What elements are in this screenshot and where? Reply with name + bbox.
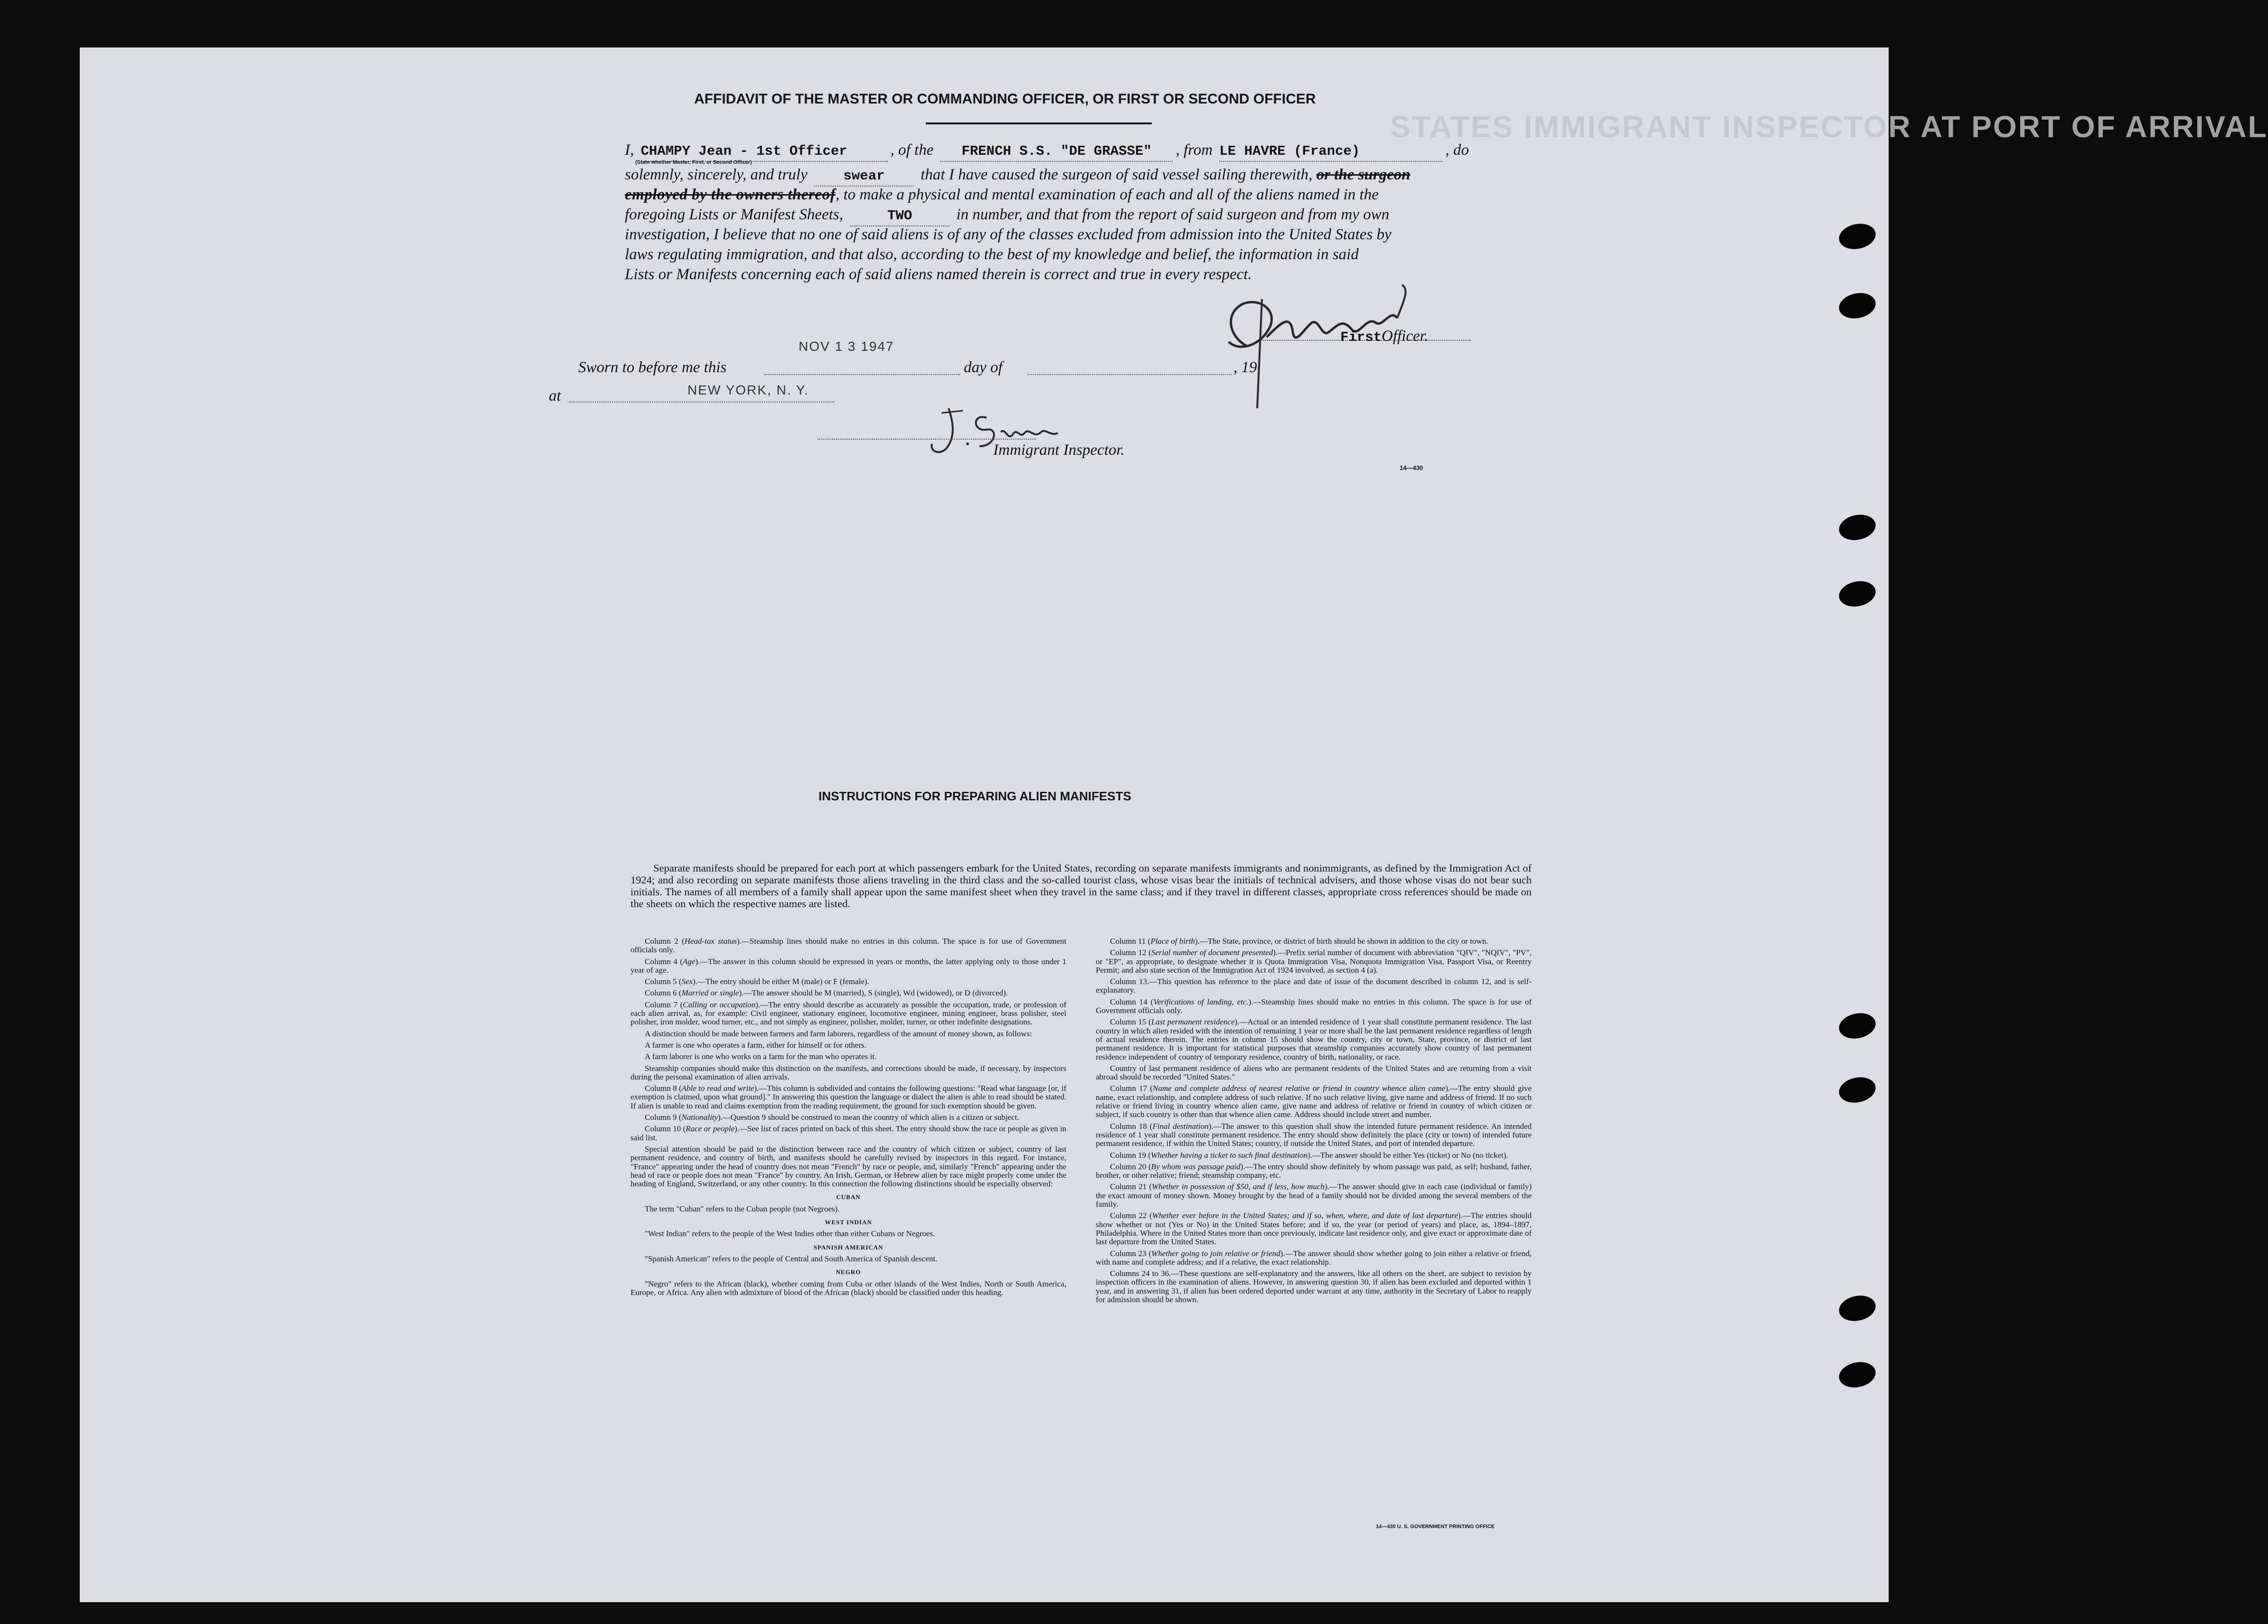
instruction-text: ).—Question 9 should be construed to mean the country of which alien is a citizen or subject.	[717, 1113, 1019, 1122]
punch-hole-icon	[1836, 511, 1878, 543]
punch-hole-icon	[1836, 1292, 1878, 1324]
section-heading: CUBAN	[836, 1193, 861, 1201]
instruction-paragraph	[1096, 1084, 1532, 1119]
affidavit-line-7: Lists or Manifests concerning each of said aliens named therein is correct and true in every respect.	[625, 266, 1252, 283]
instruction-topic: By whom was passage paid	[1151, 1162, 1241, 1171]
sworn-label: Sworn to before me this	[578, 359, 727, 376]
instruction-paragraph	[1096, 998, 1532, 1015]
title-rule	[926, 122, 1152, 124]
punch-hole-icon	[1836, 1074, 1878, 1106]
instruction-text: Steamship companies should make this distinction on the manifests, and corrections should be made, if necessary, by inspectors during the personal examination of alien arrivals.	[631, 1063, 1066, 1081]
port-field: LE HAVRE (France)	[1219, 142, 1442, 162]
instruction-paragraph	[631, 1230, 1066, 1238]
affidavit-line-4: foregoing Lists or Manifest Sheets, TWO in number, and that from the report of said surgeon and from my own	[625, 205, 1389, 226]
instruction-text: ).—The answer should be M (married), S (single), Wd (widowed), or D (divorced).	[739, 988, 1008, 998]
instruction-text: ).—The answer should show whether going to join either a relative or friend, with name and complete address; and if a relative, the exact relationship.	[1096, 1249, 1532, 1267]
bleed-through-header: STATES IMMIGRANT INSPECTOR AT PORT OF ARRIVAL	[1390, 110, 2268, 144]
rank-note: (State whether Master, First, or Second Officer)	[635, 160, 752, 165]
instruction-paragraph	[1096, 1163, 1532, 1180]
affidavit-line-2: solemnly, sincerely, and truly swear that I have caused the surgeon of said vessel sailing therewith, or the surgeon	[625, 165, 1411, 187]
instruction-topic: Whether in possession of $50, and if less, how much	[1152, 1182, 1325, 1192]
instruction-paragraph	[631, 958, 1066, 975]
instruction-text: A farm laborer is one who works on a farm for the man who operates it.	[645, 1052, 877, 1061]
instructions-intro: Separate manifests should be prepared for each port at which passengers embark for the United States, recording on separate manifests immigrants and nonimmigrants, as defined by the Immigration Act of 1924; and also recording on separate manifests those aliens traveling in the third class and the so-called tourist class, whose visas bear the initials of technical advisers, and those whose visas do not bear such initials. The names of all members of a family shall appear upon the same manifest sheet when they travel in the same class; and if they travel in different classes, appropriate cross references should be made on the sheets on which the respective names are listed.	[631, 862, 1532, 910]
inspector-label: Immigrant Inspector.	[993, 441, 1125, 459]
struck-text: employed by the owners thereof	[625, 186, 836, 203]
instruction-paragraph	[1096, 1064, 1532, 1082]
instruction-text: "Negro" refers to the African (black), whether coming from Cuba or other islands of the West Indies, North or South America, Europe, or Africa. Any alien with admixture of blood of the African (black) should be classified under this heading.	[631, 1279, 1066, 1297]
instruction-lead: Column 23 (	[1110, 1249, 1151, 1258]
document-page	[80, 47, 2268, 1602]
affidavit-line-5: investigation, I believe that no one of said aliens is of any of the classes excluded from admission into the United States by	[625, 226, 1392, 243]
instruction-topic: Final destination	[1152, 1121, 1209, 1131]
instruction-text: ).—The entry should describe as accurately as possible the occupation, trade, or profession of each alien arrival, as, for example: Civil engineer, stationary engineer, locomotive engineer, mining engineer, brass polisher, steel polisher, iron molder, wood turner, etc., and not simply as engineer, polisher, molder, turner, or other indefinite designations.	[631, 1000, 1066, 1027]
instruction-lead: Column 14 (	[1110, 997, 1154, 1006]
affidavit-title: AFFIDAVIT OF THE MASTER OR COMMANDING OFFICER, OR FIRST OR SECOND OFFICER	[694, 91, 1316, 107]
instruction-text: ).—Prefix serial number of document with abbreviation "QIV", "NQIV", "PV", or "EP", as appropriate, to designate whether it is Quota Immigration Visa, Nonquota Immigration Visa, Passport Visa, or Reentry Permit; and also state section of the Immigration Act of 1924 involved, as section 4 (a).	[1096, 948, 1532, 975]
instruction-text: The term "Cuban" refers to the Cuban people (not Negroes).	[645, 1204, 840, 1213]
sheets-field: TWO	[850, 207, 950, 226]
instruction-paragraph	[631, 1113, 1066, 1122]
instruction-paragraph	[1096, 1249, 1532, 1267]
instruction-topic: Last permanent residence	[1151, 1017, 1235, 1027]
month-line	[1027, 374, 1232, 375]
instruction-lead: Column 12 (	[1110, 948, 1151, 958]
instruction-topic: Nationality	[681, 1113, 718, 1122]
instruction-text: —This question has reference to the place and date of issue of the document described in column 12, and is self-explanatory.	[1096, 977, 1532, 995]
place-line	[569, 402, 835, 403]
punch-hole-icon	[1836, 1359, 1878, 1390]
instruction-paragraph	[631, 1125, 1066, 1142]
affidavit-line-1: I, CHAMPY Jean - 1st Officer , of the FRENCH S.S. "DE GRASSE" , from LE HAVRE (France) , do	[625, 141, 1469, 162]
instruction-lead: Column 9 (	[645, 1113, 682, 1122]
instruction-paragraph	[1096, 1269, 1532, 1304]
instruction-paragraph	[631, 977, 1066, 986]
vessel-field: FRENCH S.S. "DE GRASSE"	[940, 142, 1173, 162]
instruction-text: "West Indian" refers to the people of the West Indies other than either Cubans or Negroes.	[645, 1229, 935, 1239]
instruction-lead: Column 11 (	[1110, 937, 1151, 946]
instruction-text: ).—The answer in this column should be expressed in years or months, the latter applying only to those under 1 year of age.	[631, 957, 1066, 975]
instruction-paragraph	[631, 1064, 1066, 1082]
affidavit-line-6: laws regulating immigration, and that also, according to the best of my knowledge and belief, the information in said	[625, 246, 1359, 263]
inspector-signature-line	[818, 439, 1036, 440]
instruction-text: ).—See list of races printed on back of this sheet. The entry should show the race or people as given in said list.	[631, 1124, 1066, 1142]
instruction-lead: Column 7 (	[645, 1000, 683, 1009]
instruction-paragraph	[631, 1255, 1066, 1263]
instruction-topic: Whether having a ticket to such final destination	[1150, 1150, 1308, 1160]
instruction-text: ).—This column is subdivided and contains the following questions: "Read what language [or, if exemption is claimed, upon what ground]." In answering this question the language or dialect the alien is able to read should be stated. If alien is unable to read and claims exemption from the reading requirement, the ground for such exemption should be given.	[631, 1084, 1066, 1110]
officer-title: FirstOfficer.	[1340, 328, 1429, 345]
instruction-lead: Column 13.	[1110, 977, 1149, 986]
instruction-topic: Calling or occupation	[683, 1000, 756, 1009]
instruction-paragraph	[631, 1030, 1066, 1038]
instruction-text: ).—The entries should show whether or not (Yes or No) in the United States before; and if so, the year (or period of years) and place, as, 1894–1897, Philadelphia. Where in the United States more than once previously, indicate last residence only, and give exact or approximate date of last departure from the United States.	[1096, 1211, 1532, 1247]
instructions-title: INSTRUCTIONS FOR PREPARING ALIEN MANIFESTS	[819, 789, 1131, 803]
printing-office-footer: 14—430 U. S. GOVERNMENT PRINTING OFFICE	[1376, 1524, 1495, 1530]
instruction-lead: Columns 24 to 36.	[1110, 1269, 1171, 1278]
instructions-left-column	[631, 937, 1066, 1300]
instruction-text: ).—The answer should give in each case (individual or family) the exact amount of money shown. Money brought by the head of a family should not be divided among the several members of the family.	[1096, 1182, 1532, 1209]
instruction-paragraph	[631, 1001, 1066, 1027]
instruction-lead: Column 6 (	[645, 988, 682, 998]
officer-name-field: CHAMPY Jean - 1st Officer	[641, 142, 888, 162]
instruction-text: —These questions are self-explanatory and the answers, like all others on the sheet, are subject to revision by inspection officers in the examination of aliens. However, in answering question 30, if alien has been excluded and deported within 1 year, and in answering 31, if alien has been ordered deported under warrant at any time, authority in the Secretary of Labor to reapply for admission should be shown.	[1096, 1269, 1532, 1304]
instruction-lead: Column 18 (	[1110, 1121, 1153, 1131]
oath-field: swear	[814, 167, 914, 187]
instruction-paragraph	[631, 1145, 1066, 1188]
instruction-lead: Column 5 (	[645, 977, 682, 986]
punch-hole-icon	[1836, 1010, 1878, 1042]
instruction-topic: Whether going to join relative or friend	[1151, 1249, 1280, 1258]
instruction-text: ).—Steamship lines should make no entries in this column. The space is for use of Government officials only.	[631, 937, 1066, 955]
instruction-topic: Verifications of landing, etc.	[1153, 997, 1249, 1006]
instruction-topic: Whether ever before in the United States; and if so, when, where, and date of last departure	[1152, 1211, 1458, 1220]
instruction-text: ).—Steamship lines should make no entries in this column. The space is for use of Government officials only.	[1096, 997, 1532, 1015]
instruction-paragraph	[1096, 1183, 1532, 1209]
instructions-right-column	[1096, 937, 1532, 1307]
instruction-topic: Age	[682, 957, 696, 966]
at-label: at	[549, 387, 561, 404]
section-heading: WEST INDIAN	[825, 1219, 872, 1226]
instruction-lead: Column 19 (	[1110, 1150, 1151, 1160]
instruction-topic: Serial number of document presented	[1151, 948, 1273, 958]
instruction-lead: Column 2 (	[645, 937, 685, 946]
instruction-paragraph	[631, 1084, 1066, 1110]
section-heading: SPANISH AMERICAN	[813, 1243, 884, 1251]
instruction-paragraph	[631, 1041, 1066, 1050]
instruction-lead: Column 4 (	[645, 957, 683, 966]
instruction-lead: Column 8 (	[645, 1084, 682, 1093]
instruction-paragraph	[1096, 1211, 1532, 1246]
instruction-text: Country of last permanent residence of aliens who are permanent residents of the United States and are returning from a visit abroad should be recorded "United States."	[1096, 1063, 1532, 1082]
instruction-topic: Race or people	[686, 1124, 735, 1134]
instruction-topic: Sex	[681, 977, 693, 986]
instruction-topic: Married or single	[681, 988, 739, 998]
instruction-text: A distinction should be made between farmers and farm laborers, regardless of the amount of money shown, as follows:	[645, 1029, 1032, 1038]
place-stamp: NEW YORK, N. Y.	[687, 383, 809, 397]
instruction-paragraph	[631, 937, 1066, 955]
instruction-text: ).—The entry should show definitely by whom passage was paid, as self; husband, father, brother, or other relative; friend; steamship company, etc.	[1096, 1162, 1532, 1180]
struck-text: or the surgeon	[1316, 166, 1411, 183]
instruction-paragraph	[1096, 937, 1532, 946]
instruction-paragraph	[1096, 1122, 1532, 1148]
instruction-lead: Column 17 (	[1110, 1084, 1153, 1093]
punch-hole-icon	[1836, 578, 1878, 610]
instruction-paragraph	[631, 1280, 1066, 1297]
instruction-topic: Name and complete address of nearest relative or friend in country whence alien came	[1153, 1084, 1446, 1093]
form-number: 14—430	[1400, 464, 1423, 471]
affidavit-line-3: employed by the owners thereof, to make a physical and mental examination of each and all of the aliens named in the	[625, 186, 1379, 203]
punch-hole-icon	[1836, 220, 1878, 252]
instruction-lead: Column 10 (	[645, 1124, 686, 1134]
year-label: , 19	[1233, 359, 1257, 376]
section-heading: NEGRO	[836, 1268, 861, 1276]
instruction-text: ).—The answer should be either Yes (ticket) or No (no ticket).	[1307, 1150, 1508, 1160]
instruction-topic: Able to read and write	[681, 1084, 754, 1093]
instruction-paragraph	[1096, 948, 1532, 975]
instruction-paragraph	[1096, 1151, 1532, 1160]
instruction-text: ).—The answer to this question shall show the intended future permanent residence. An intended residence of 1 year shall constitute permanent residence. The entry should show definitely the place (city or town) of intended future permanent residence, if within the United States; country, if outside the United States, and port of intended departure.	[1096, 1121, 1532, 1148]
instruction-text: Special attention should be paid to the distinction between race and the country of which citizen or subject, country of last permanent residence, and country of birth, and manifests should be carefully revised by inspectors in this regard. For instance, "France" appearing under the head of country does not mean "French" by race or people, and, similarly "French" appearing under the head of race or people does not mean "France" by country. An Irish, German, or Hebrew alien by race might properly come under the heading of England, Switzerland, or any other country. In this connection the following distinctions should be especially observed:	[631, 1144, 1066, 1189]
instruction-paragraph	[631, 989, 1066, 997]
instruction-lead: Column 15 (	[1110, 1017, 1151, 1027]
day-label: day of	[964, 359, 1003, 376]
instruction-lead: Column 21 (	[1110, 1182, 1152, 1192]
instruction-text: "Spanish American" refers to the people of Central and South America of Spanish descent.	[645, 1254, 938, 1263]
instruction-lead: Column 22 (	[1110, 1211, 1152, 1220]
instruction-text: ).—The entry should be either M (male) or F (female).	[693, 977, 869, 986]
instruction-text: ).—The State, province, or district of birth should be shown in addition to the city or town.	[1195, 937, 1488, 946]
date-stamp: NOV 1 3 1947	[799, 339, 894, 354]
instruction-paragraph	[1096, 1018, 1532, 1061]
sworn-date-line	[764, 374, 960, 375]
instruction-topic: Head-tax status	[684, 937, 737, 946]
instruction-paragraph	[631, 1052, 1066, 1061]
instruction-paragraph	[1096, 977, 1532, 995]
instruction-text: ).—Actual or an intended residence of 1 year shall constitute permanent residence. The last country in which alien resided with the intention of remaining 1 year or more shall be the last permanent residence regardless of length of actual residence therein. The entries in column 15 should show the country, city or town, State, province, or district of last permanent residence. It is important for statistical purposes that steamship companies accurately show country of last permanent residence independent of country of temporary residence, country of birth, nationality, or race.	[1096, 1017, 1532, 1061]
instruction-text: A farmer is one who operates a farm, either for himself or for others.	[645, 1040, 866, 1050]
instruction-topic: Place of birth	[1150, 937, 1195, 946]
instruction-paragraph	[631, 1205, 1066, 1213]
instruction-lead: Column 20 (	[1110, 1162, 1151, 1171]
punch-hole-icon	[1836, 290, 1878, 321]
instruction-text: ).—The entry should give name, exact relationship, and complete address of such relative. If no such relative living, give name and address of friend. If no such relative or friend living in country whence alien came, give name and address of relative or friend in country of which citizen or subject, if such country is other than that whence alien came. Address should include street and number.	[1096, 1084, 1532, 1119]
